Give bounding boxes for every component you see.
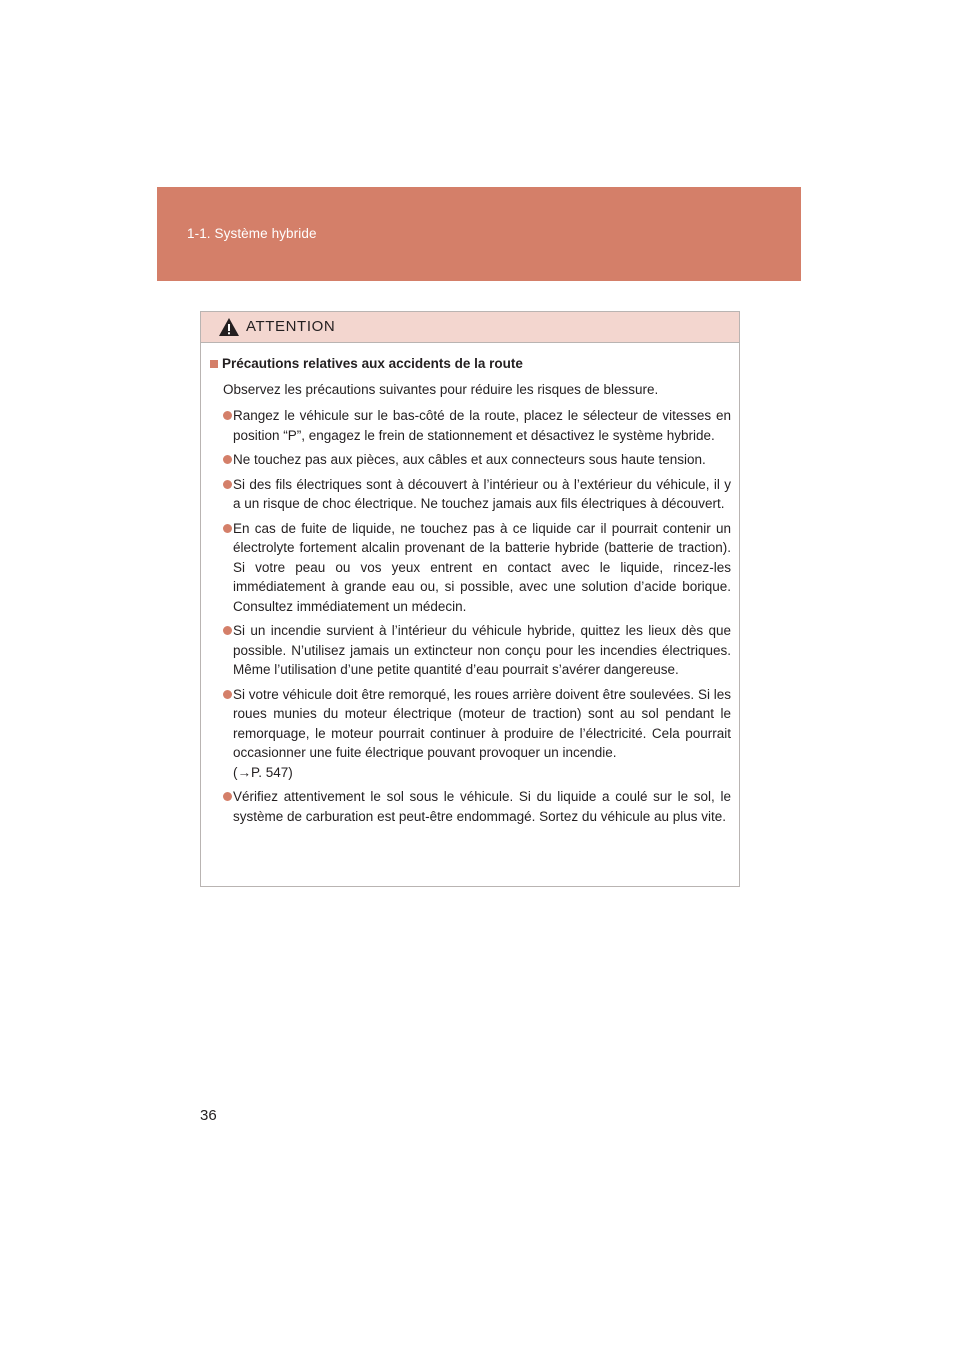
- page-reference-link[interactable]: (→P. 547): [233, 764, 293, 780]
- precaution-item: Vérifiez attentivement le sol sous le véhicule. Si du liquide a coulé sur le sol, le système de carburation est peut-être endommagé. Sortez du véhicule au plus vite.: [210, 787, 731, 826]
- section-title: 1-1. Système hybride: [187, 226, 317, 241]
- warning-body: [201, 343, 739, 826]
- warning-intro: Observez les précautions suivantes pour réduire les risques de blessure.: [223, 382, 659, 397]
- precaution-list: [210, 406, 731, 826]
- section-header-band: [157, 187, 801, 281]
- warning-title: ATTENTION: [246, 318, 336, 335]
- warning-triangle-icon: [218, 317, 240, 337]
- precaution-item: Rangez le véhicule sur le bas-côté de la route, placez le sélecteur de vitesses en position “P”, engagez le frein de stationnement et désactivez le système hybride.: [210, 406, 731, 445]
- precaution-item: Si un incendie survient à l’intérieur du véhicule hybride, quittez les lieux dès que possible. N’utilisez jamais un extincteur non conçu pour les incendies électriques. Même l’utilisation d’une petite quantité d’eau pourrait s’avérer dangereuse.: [210, 621, 731, 680]
- warning-box-header: [201, 312, 739, 343]
- precaution-item: Ne touchez pas aux pièces, aux câbles et aux connecteurs sous haute tension.: [210, 450, 731, 470]
- page-number: 36: [200, 1107, 217, 1124]
- precaution-item: [210, 685, 731, 783]
- precaution-item: Si des fils électriques sont à découvert à l’intérieur ou à l’extérieur du véhicule, il y a un risque de choc électrique. Ne touchez jamais aux fils électriques à découvert.: [210, 475, 731, 514]
- precaution-item-text: Si votre véhicule doit être remorqué, les roues arrière doivent être soulevées. Si les roues munies du moteur électrique (moteur de traction) sont au sol pendant le remorquage, le moteur pourrait continuer à produire de l’électricité. Cela pourrait occasionner une fuite électrique pouvant provoquer un incendie.: [233, 686, 731, 760]
- subheading-text: Précautions relatives aux accidents de la route: [222, 356, 523, 371]
- warning-box: [200, 311, 740, 887]
- warning-subheading: [210, 356, 731, 371]
- precaution-item: En cas de fuite de liquide, ne touchez pas à ce liquide car il pourrait contenir un électrolyte fortement alcalin provenant de la batterie hybride (batterie de traction). Si votre peau ou vos yeux entrent en contact avec le liquide, rincez-les immédiatement à grande eau ou, si possible, avec une solution d’acide borique. Consultez immédiatement un médecin.: [210, 519, 731, 617]
- square-bullet-icon: [210, 360, 218, 368]
